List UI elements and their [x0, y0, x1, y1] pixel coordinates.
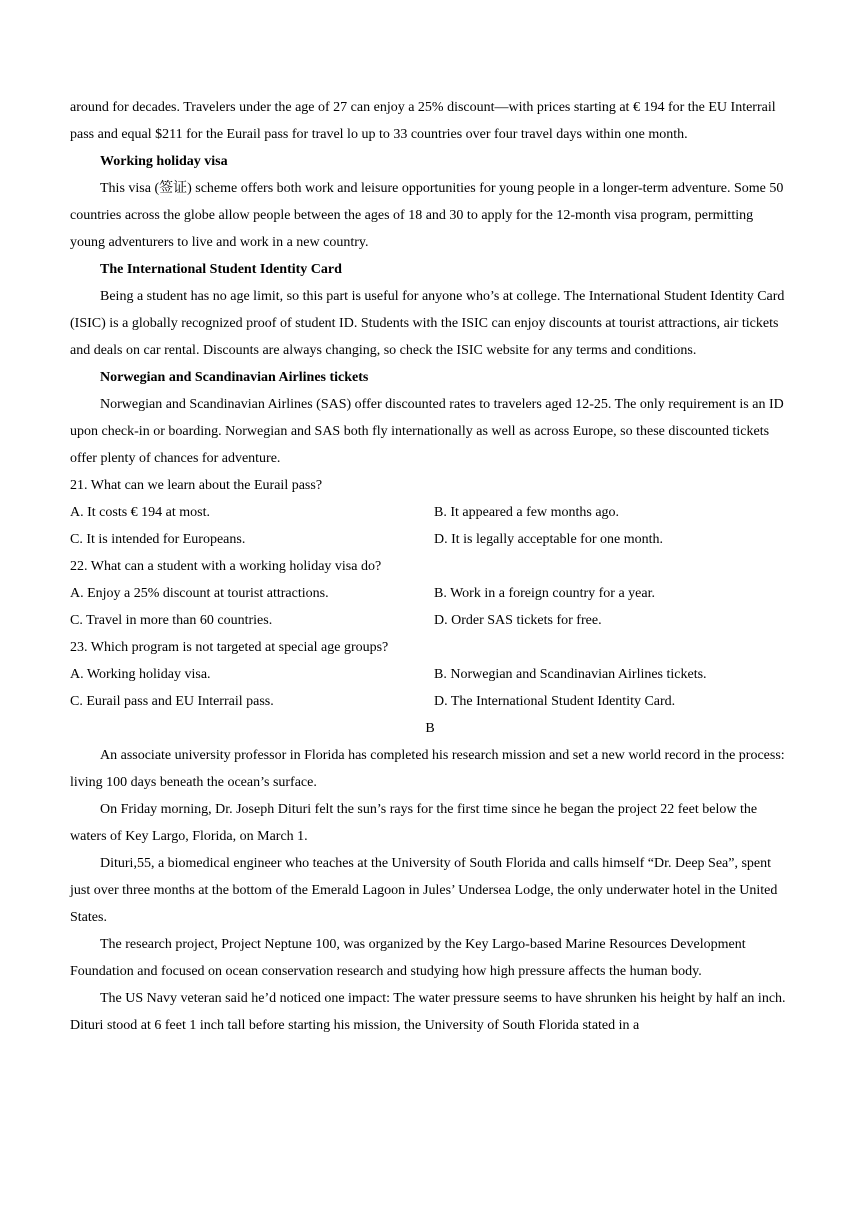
question-22	[70, 553, 790, 634]
paragraph-isic: Being a student has no age limit, so this part is useful for anyone who’s at college. The International Student Identity Card (ISIC) is a globally recognized proof of student ID. Students with the ISIC can enjoy discounts at tourist attractions, air tickets and deals on car rental. Discounts are always changing, so check the ISIC website for any terms and conditions.	[70, 289, 785, 358]
paragraph-working-holiday-visa: This visa (签证) scheme offers both work and leisure opportunities for young people in a longer-term adventure. Some 50 countries across the globe allow people between the ages of 18 and 30 to apply for the 12-month visa program, permitting young adventurers to live and work in a new country.	[70, 181, 784, 250]
paragraph-b-4: The research project, Project Neptune 100, was organized by the Key Largo-based Marine Resources Development Foundation and focused on ocean conservation research and studying how high pressure affects the human body.	[70, 937, 746, 979]
option-c: C. Eurail pass and EU Interrail pass.	[70, 694, 274, 709]
paragraph-b-1: An associate university professor in Florida has completed his research mission and set a new world record in the process: living 100 days beneath the ocean’s surface.	[70, 748, 785, 790]
option-a: A. It costs € 194 at most.	[70, 505, 210, 520]
question-stem: 23. Which program is not targeted at special age groups?	[70, 640, 389, 655]
question-stem: 22. What can a student with a working holiday visa do?	[70, 559, 382, 574]
document-page	[70, 94, 790, 1039]
option-a: A. Enjoy a 25% discount at tourist attractions.	[70, 586, 329, 601]
option-b: B. It appeared a few months ago.	[434, 505, 620, 520]
section-label-b: B	[425, 721, 435, 736]
option-b: B. Work in a foreign country for a year.	[434, 586, 655, 601]
option-c: C. Travel in more than 60 countries.	[70, 613, 273, 628]
option-d: D. The International Student Identity Card.	[434, 694, 676, 709]
heading-sas: Norwegian and Scandinavian Airlines tickets	[100, 370, 369, 385]
heading-working-holiday-visa: Working holiday visa	[100, 154, 228, 169]
option-c: C. It is intended for Europeans.	[70, 532, 246, 547]
heading-isic: The International Student Identity Card	[100, 262, 342, 277]
paragraph-b-5: The US Navy veteran said he’d noticed one impact: The water pressure seems to have shrunken his height by half an inch. Dituri stood at 6 feet 1 inch tall before starting his mission, the University of South Florida stated in a	[70, 991, 786, 1033]
question-23	[70, 634, 790, 715]
option-d: D. It is legally acceptable for one month.	[434, 532, 663, 547]
option-b: B. Norwegian and Scandinavian Airlines tickets.	[434, 667, 707, 682]
option-a: A. Working holiday visa.	[70, 667, 211, 682]
paragraph-b-3: Dituri,55, a biomedical engineer who teaches at the University of South Florida and calls himself “Dr. Deep Sea”, spent just over three months at the bottom of the Emerald Lagoon in Jules’ Undersea Lodge, the only underwater hotel in the United States.	[70, 856, 778, 925]
paragraph-b-2: On Friday morning, Dr. Joseph Dituri felt the sun’s rays for the first time since he began the project 22 feet below the waters of Key Largo, Florida, on March 1.	[70, 802, 758, 844]
question-stem: 21. What can we learn about the Eurail pass?	[70, 478, 323, 493]
paragraph-sas: Norwegian and Scandinavian Airlines (SAS) offer discounted rates to travelers aged 12-25. The only requirement is an ID upon check-in or boarding. Norwegian and SAS both fly internationally as well as across Europe, so these discounted tickets offer plenty of chances for adventure.	[70, 397, 784, 466]
paragraph-eurail: around for decades. Travelers under the age of 27 can enjoy a 25% discount—with prices starting at € 194 for the EU Interrail pass and equal $211 for the Eurail pass for travel lo up to 33 countries over four travel days within one month.	[70, 100, 776, 142]
question-21	[70, 472, 790, 553]
option-d: D. Order SAS tickets for free.	[434, 613, 602, 628]
